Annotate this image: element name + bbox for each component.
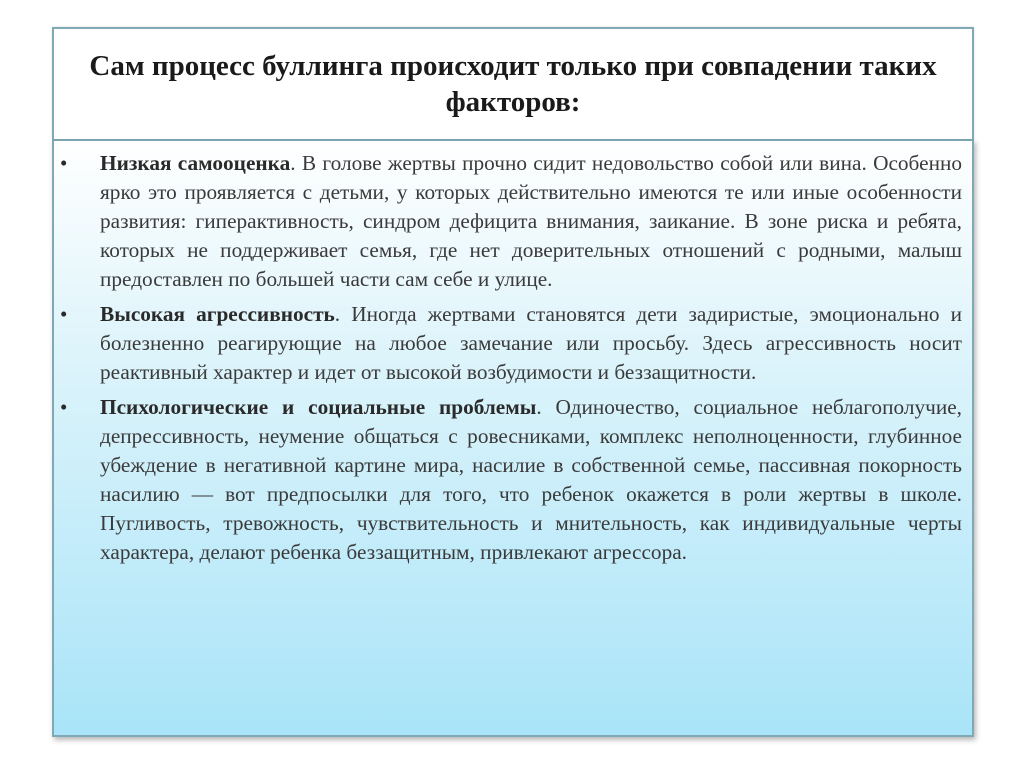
bullet-item-low-self-esteem bbox=[54, 149, 962, 294]
bullet-item-high-aggressiveness bbox=[54, 300, 962, 387]
bullet-text: . Иногда жертвами становятся дети задиристые, эмоционально и болезненно реагирующие на любое замечание или просьбу. Здесь агрессивность носит реактивный характер и идет от высокой возбудимости и беззащитности. bbox=[100, 302, 962, 384]
bullet-marker: • bbox=[60, 151, 68, 175]
bullet-term: Высокая агрессивность bbox=[100, 302, 335, 326]
content-box bbox=[52, 139, 974, 737]
title-box bbox=[52, 27, 974, 139]
bullet-term: Низкая самооценка bbox=[100, 151, 291, 175]
bullet-term: Психологические и социальные проблемы bbox=[100, 395, 537, 419]
bullet-marker: • bbox=[60, 302, 68, 326]
bullet-text: . В голове жертвы прочно сидит недовольство собой или вина. Особенно ярко это проявляется с детьми, у которых действительно имеются те или иные особенности развития: гиперактивность, синдром дефицита внимания, заикание. В зоне риска и ребята, которых не поддерживает семья, где нет доверительных отношений с родными, малыш предоставлен по большей части сам себе и улице. bbox=[100, 151, 963, 291]
bullet-list bbox=[54, 141, 972, 567]
bullet-text: . Одиночество, социальное неблагополучие, депрессивность, неумение общаться с ровесниками, комплекс неполноценности, глубинное убеждение в негативной картине мира, насилие в собственной семье, пассивная покорность насилию — вот предпосылки для того, что ребенок окажется в роли жертвы в школе. Пугливость, тревожность, чувствительность и мнительность, как индивидуальные черты характера, делают ребенка беззащитным, привлекают агрессора. bbox=[100, 395, 963, 564]
slide-title: Сам процесс буллинга происходит только при совпадении таких факторов: bbox=[89, 50, 937, 118]
bullet-marker: • bbox=[60, 395, 68, 419]
bullet-item-psych-social-problems bbox=[54, 393, 962, 567]
